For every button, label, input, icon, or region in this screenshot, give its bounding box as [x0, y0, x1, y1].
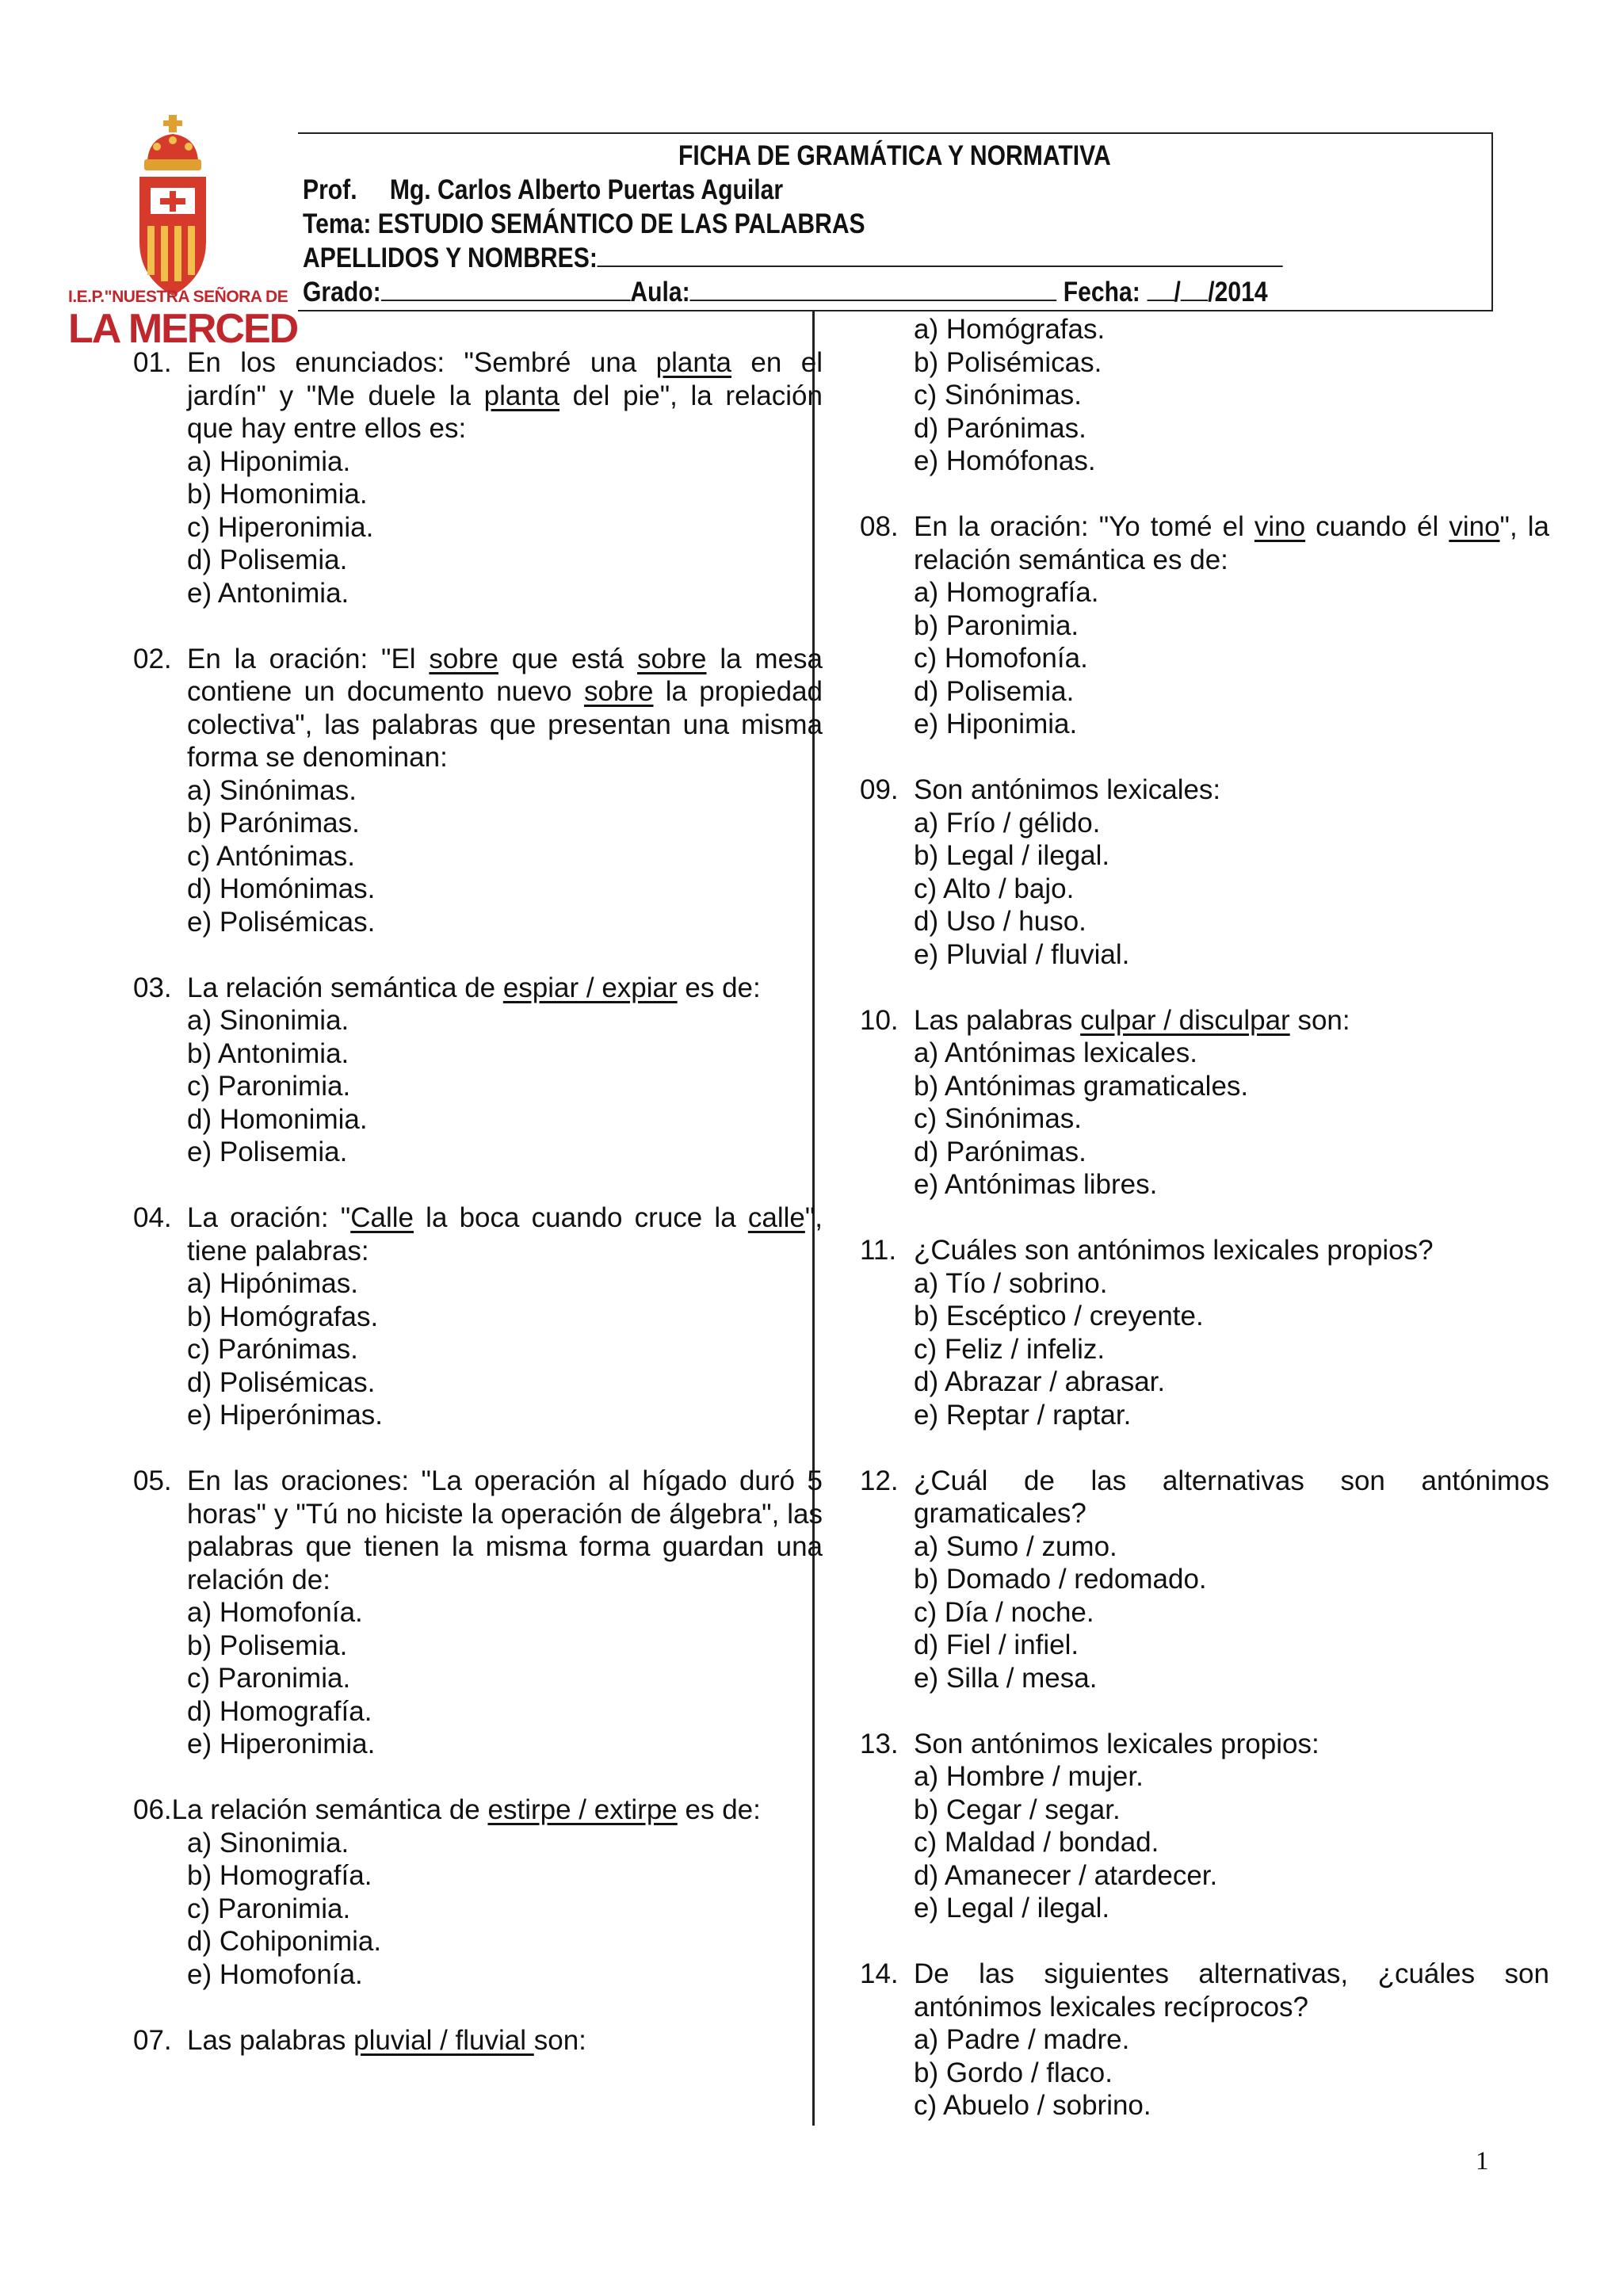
answer-option[interactable]: b) Escéptico / creyente. [914, 1301, 1204, 1331]
answer-option[interactable]: d) Homónimas. [187, 873, 376, 904]
answer-option[interactable]: e) Legal / ilegal. [914, 1893, 1110, 1924]
answer-option[interactable]: d) Cohiponimia. [187, 1926, 382, 1957]
question-stem [133, 1794, 823, 1827]
answer-option[interactable]: e) Antónimas libres. [914, 1169, 1158, 1200]
answer-option[interactable]: e) Hiperónimas. [187, 1400, 384, 1431]
grade-label: Grado: [303, 277, 381, 308]
stem-text: la propiedad colectiva", las palabras que presentan una misma forma se denominan: [187, 676, 823, 773]
stem-text: En los enunciados: "Sembré una [187, 347, 656, 378]
answer-option[interactable]: e) Silla / mesa. [914, 1662, 1098, 1694]
underlined-term: culpar / disculpar [1080, 1004, 1290, 1036]
answer-option[interactable]: e) Hiponimia. [914, 709, 1078, 739]
answer-option[interactable]: c) Antónimas. [187, 840, 356, 872]
underlined-term: vino [1254, 511, 1306, 542]
stem-text: ", tiene palabras: [187, 1202, 823, 1266]
underlined-term: calle [747, 1202, 805, 1233]
answer-option[interactable]: d) Abrazar / abrasar. [914, 1366, 1166, 1397]
question-number: 13. [860, 1728, 899, 1759]
spacer [860, 1201, 1549, 1235]
answer-option[interactable]: d) Homografía. [187, 1695, 372, 1727]
question-09 [860, 774, 1549, 971]
question-stem [187, 1201, 823, 1267]
question-13 [860, 1728, 1549, 1925]
stem-text: Las palabras [914, 1004, 1081, 1036]
answer-option[interactable]: a) Homógrafas. [914, 314, 1106, 345]
answer-option[interactable]: b) Paronimia. [914, 609, 1079, 641]
question-03 [133, 972, 823, 1169]
stem-text: cuando él [1305, 511, 1449, 542]
answer-option[interactable]: b) Antonimia. [187, 1037, 349, 1069]
underlined-term: espiar / expiar [502, 972, 678, 1003]
answer-option[interactable]: c) Alto / bajo. [914, 873, 1075, 904]
stem-text: son: [1289, 1004, 1350, 1036]
stem-text: De las siguientes alternativas, ¿cuáles son antónimos lexicales recíprocos? [914, 1958, 1549, 2023]
answer-option[interactable]: c) Día / noche. [914, 1596, 1094, 1628]
answer-option[interactable]: b) Parónimas. [187, 808, 360, 839]
stem-text: ¿Cuáles son antónimos lexicales propios? [914, 1235, 1434, 1266]
answer-option[interactable]: a) Sinonimia. [187, 1005, 349, 1036]
answer-option[interactable]: c) Maldad / bondad. [914, 1827, 1159, 1858]
answer-option[interactable]: a) Homografía. [914, 577, 1099, 608]
spacer [133, 938, 823, 972]
answer-option[interactable]: d) Polisemia. [914, 675, 1075, 707]
question-04 [133, 1201, 823, 1432]
grade-field[interactable] [381, 277, 631, 301]
topic-line: Tema: ESTUDIO SEMÁNTICO DE LAS PALABRAS [303, 208, 865, 239]
stem-text: son: [533, 2024, 586, 2056]
answer-option[interactable]: a) Hombre / mujer. [914, 1761, 1144, 1792]
answer-option[interactable]: e) Pluvial / fluvial. [914, 938, 1130, 970]
stem-text: La relación semántica de [171, 1794, 488, 1825]
answer-option[interactable]: a) Padre / madre. [914, 2024, 1130, 2055]
spacer [860, 1925, 1549, 1958]
question-stem [187, 972, 823, 1005]
school-logo [68, 115, 298, 353]
stem-text: es de: [677, 1794, 761, 1825]
answer-option[interactable]: e) Antonimia. [187, 577, 349, 609]
question-number: 08. [860, 511, 899, 542]
room-label: Aula: [630, 277, 690, 308]
answer-option[interactable]: a) Antónimas lexicales. [914, 1037, 1197, 1068]
question-number: 12. [860, 1465, 899, 1496]
room-field[interactable] [690, 277, 1057, 301]
date-label: Fecha: [1063, 277, 1140, 308]
spacer [860, 741, 1549, 774]
spacer [860, 971, 1549, 1004]
answer-option[interactable]: e) Hiperonimia. [187, 1729, 376, 1759]
professor-name: Mg. Carlos Alberto Puertas Aguilar [389, 174, 784, 205]
names-field[interactable] [598, 243, 1283, 267]
question-01 [133, 346, 823, 609]
question-number: 03. [133, 972, 172, 1003]
date-day-field[interactable] [1147, 277, 1174, 301]
stem-text: que está [498, 643, 637, 674]
question-07 [133, 2024, 823, 2057]
underlined-term: sobre [636, 643, 707, 674]
spacer [133, 1432, 823, 1465]
underlined-term: Calle [350, 1202, 414, 1233]
question-05 [133, 1465, 823, 1761]
answer-option[interactable]: d) Parónimas. [914, 412, 1086, 444]
question-stem [914, 1234, 1549, 1267]
answer-option[interactable]: d) Uso / huso. [914, 906, 1086, 937]
answer-option[interactable]: e) Reptar / raptar. [914, 1399, 1132, 1431]
stem-text: Las palabras [187, 2024, 354, 2056]
answer-option[interactable]: c) Parónimas. [187, 1334, 358, 1365]
question-number: 01. [133, 347, 172, 378]
stem-text: ¿Cuál de las alternativas son antónimos gramaticales? [914, 1465, 1549, 1529]
underlined-term: planta [483, 380, 560, 411]
stem-text: La relación semántica de [187, 972, 503, 1003]
spacer [133, 1761, 823, 1794]
question-stem [187, 643, 823, 774]
question-number: 05. [133, 1465, 172, 1496]
question-number: 11. [860, 1235, 897, 1266]
answer-option[interactable]: c) Homofonía. [914, 643, 1088, 674]
answer-option[interactable]: e) Homofonía. [187, 1958, 363, 1990]
school-label: I.E.P."NUESTRA SEÑORA DE [68, 288, 288, 306]
stem-text: en el jardín" y "Me duele la [187, 347, 823, 411]
page-number: 1 [1476, 2147, 1489, 2176]
answer-option[interactable]: e) Polisemia. [187, 1137, 348, 1167]
grade-room-date-line [303, 277, 1268, 308]
answer-option[interactable]: c) Paronimia. [187, 1893, 351, 1924]
answer-option[interactable]: d) Polisémicas. [187, 1366, 376, 1398]
date-separator: / [1174, 277, 1181, 308]
names-line [303, 243, 1283, 274]
answer-option[interactable]: c) Paronimia. [187, 1071, 351, 1102]
question-12 [860, 1465, 1549, 1695]
underlined-term: planta [655, 347, 732, 378]
stem-text: Son antónimos lexicales: [914, 774, 1221, 805]
date-year: /2014 [1208, 277, 1268, 308]
underlined-term: pluvial / fluvial [353, 2024, 534, 2056]
answer-option[interactable]: c) Sinónimas. [914, 380, 1083, 411]
left-column [133, 346, 823, 2057]
answer-option[interactable]: b) Gordo / flaco. [914, 2057, 1113, 2088]
question-number: 10. [860, 1004, 899, 1036]
answer-option[interactable]: d) Parónimas. [914, 1136, 1086, 1167]
underlined-term: sobre [429, 643, 498, 674]
spacer [133, 609, 823, 643]
answer-option[interactable]: c) Feliz / infeliz. [914, 1333, 1106, 1365]
answer-option[interactable]: a) Tío / sobrino. [914, 1267, 1108, 1299]
question-14 [860, 1958, 1549, 2122]
question-number: 09. [860, 774, 899, 805]
question-08 [860, 510, 1549, 741]
question-stem [914, 1004, 1549, 1037]
question-06 [133, 1794, 823, 1991]
question-stem [187, 2024, 823, 2057]
question-02 [133, 643, 823, 939]
stem-text: la mesa contiene un documento nuevo [187, 643, 823, 707]
answer-option[interactable]: c) Abuelo / sobrino. [914, 2090, 1151, 2121]
answer-option[interactable]: a) Frío / gélido. [914, 807, 1101, 839]
answer-option[interactable]: b) Homógrafas. [187, 1301, 379, 1332]
stem-text: Son antónimos lexicales propios: [914, 1728, 1319, 1759]
spacer [133, 1169, 823, 1202]
header-box [298, 132, 1493, 311]
question-number: 07. [133, 2024, 172, 2056]
answer-option[interactable]: c) Paronimia. [187, 1663, 351, 1694]
answer-option[interactable]: d) Homonimia. [187, 1103, 368, 1135]
question-number: 06. [133, 1794, 172, 1825]
underlined-term: vino [1449, 511, 1500, 542]
answer-option[interactable]: b) Polisemia. [187, 1629, 348, 1661]
question-stem [914, 1728, 1549, 1761]
stem-text: la boca cuando cruce la [414, 1202, 748, 1233]
stem-text: En la oración: "El [187, 643, 430, 674]
spacer [133, 1991, 823, 2024]
question-stem [187, 1465, 823, 1596]
school-name: LA MERCED [68, 306, 298, 352]
question-stem [914, 1465, 1549, 1530]
underlined-term: estirpe / extirpe [487, 1794, 678, 1825]
crest-icon [133, 115, 212, 301]
answer-option[interactable]: a) Hipónimas. [187, 1268, 358, 1299]
stem-text: En la oración: "Yo tomé el [914, 511, 1254, 542]
answer-option[interactable]: a) Homofonía. [187, 1597, 363, 1628]
stem-text: La oración: " [187, 1202, 351, 1233]
stem-text: En las oraciones: "La operación al hígado duró 5 horas" y "Tú no hiciste la operación de álgebra", las palabras que tienen la misma forma guardan una relación de: [187, 1465, 823, 1595]
underlined-term: sobre [583, 676, 654, 707]
answer-option[interactable]: a) Sinónimas. [187, 774, 357, 806]
answer-option[interactable]: b) Cegar / segar. [914, 1794, 1121, 1825]
answer-option[interactable]: b) Legal / ilegal. [914, 840, 1110, 871]
question-stem [914, 1958, 1549, 2023]
question-11 [860, 1234, 1549, 1431]
spacer [860, 1431, 1549, 1465]
question-stem [914, 774, 1549, 807]
question-number: 14. [860, 1958, 899, 1989]
answer-option[interactable]: d) Fiel / infiel. [914, 1629, 1079, 1660]
answer-option[interactable]: e) Homófonas. [914, 445, 1096, 476]
question-number: 02. [133, 643, 172, 674]
answer-option[interactable]: d) Polisemia. [187, 544, 348, 575]
spacer [860, 1694, 1549, 1728]
professor-label: Prof. [303, 174, 357, 205]
question-number: 04. [133, 1202, 172, 1233]
answer-option[interactable]: c) Sinónimas. [914, 1103, 1083, 1134]
answer-option[interactable]: b) Antónimas gramaticales. [914, 1070, 1249, 1102]
answer-option[interactable]: b) Homonimia. [187, 479, 368, 510]
stem-text: ", la relación semántica es de: [914, 511, 1549, 575]
stem-text: es de: [677, 972, 761, 1003]
names-label: APELLIDOS Y NOMBRES: [303, 243, 598, 273]
stem-text: del pie", la relación que hay entre ellos es: [187, 380, 823, 444]
worksheet-title: FICHA DE GRAMÁTICA Y NORMATIVA [678, 140, 1111, 171]
question-stem [187, 346, 823, 445]
answer-option[interactable]: a) Sumo / zumo. [914, 1530, 1117, 1562]
answer-option[interactable]: b) Polisémicas. [914, 346, 1102, 378]
answer-option[interactable]: b) Domado / redomado. [914, 1564, 1207, 1595]
question-10 [860, 1004, 1549, 1201]
date-month-field[interactable] [1181, 277, 1208, 301]
right-column [860, 313, 1549, 2122]
answer-option[interactable]: a) Hiponimia. [187, 445, 351, 477]
question-stem [914, 510, 1549, 576]
professor-line [303, 174, 783, 206]
answer-option[interactable]: c) Hiperonimia. [187, 511, 374, 543]
spacer [860, 478, 1549, 511]
question-07-continuation [860, 313, 1549, 478]
answer-option[interactable]: e) Polisémicas. [187, 906, 376, 938]
answer-option[interactable]: a) Sinonimia. [187, 1827, 349, 1859]
answer-option[interactable]: b) Homografía. [187, 1860, 372, 1891]
answer-option[interactable]: d) Amanecer / atardecer. [914, 1859, 1218, 1891]
